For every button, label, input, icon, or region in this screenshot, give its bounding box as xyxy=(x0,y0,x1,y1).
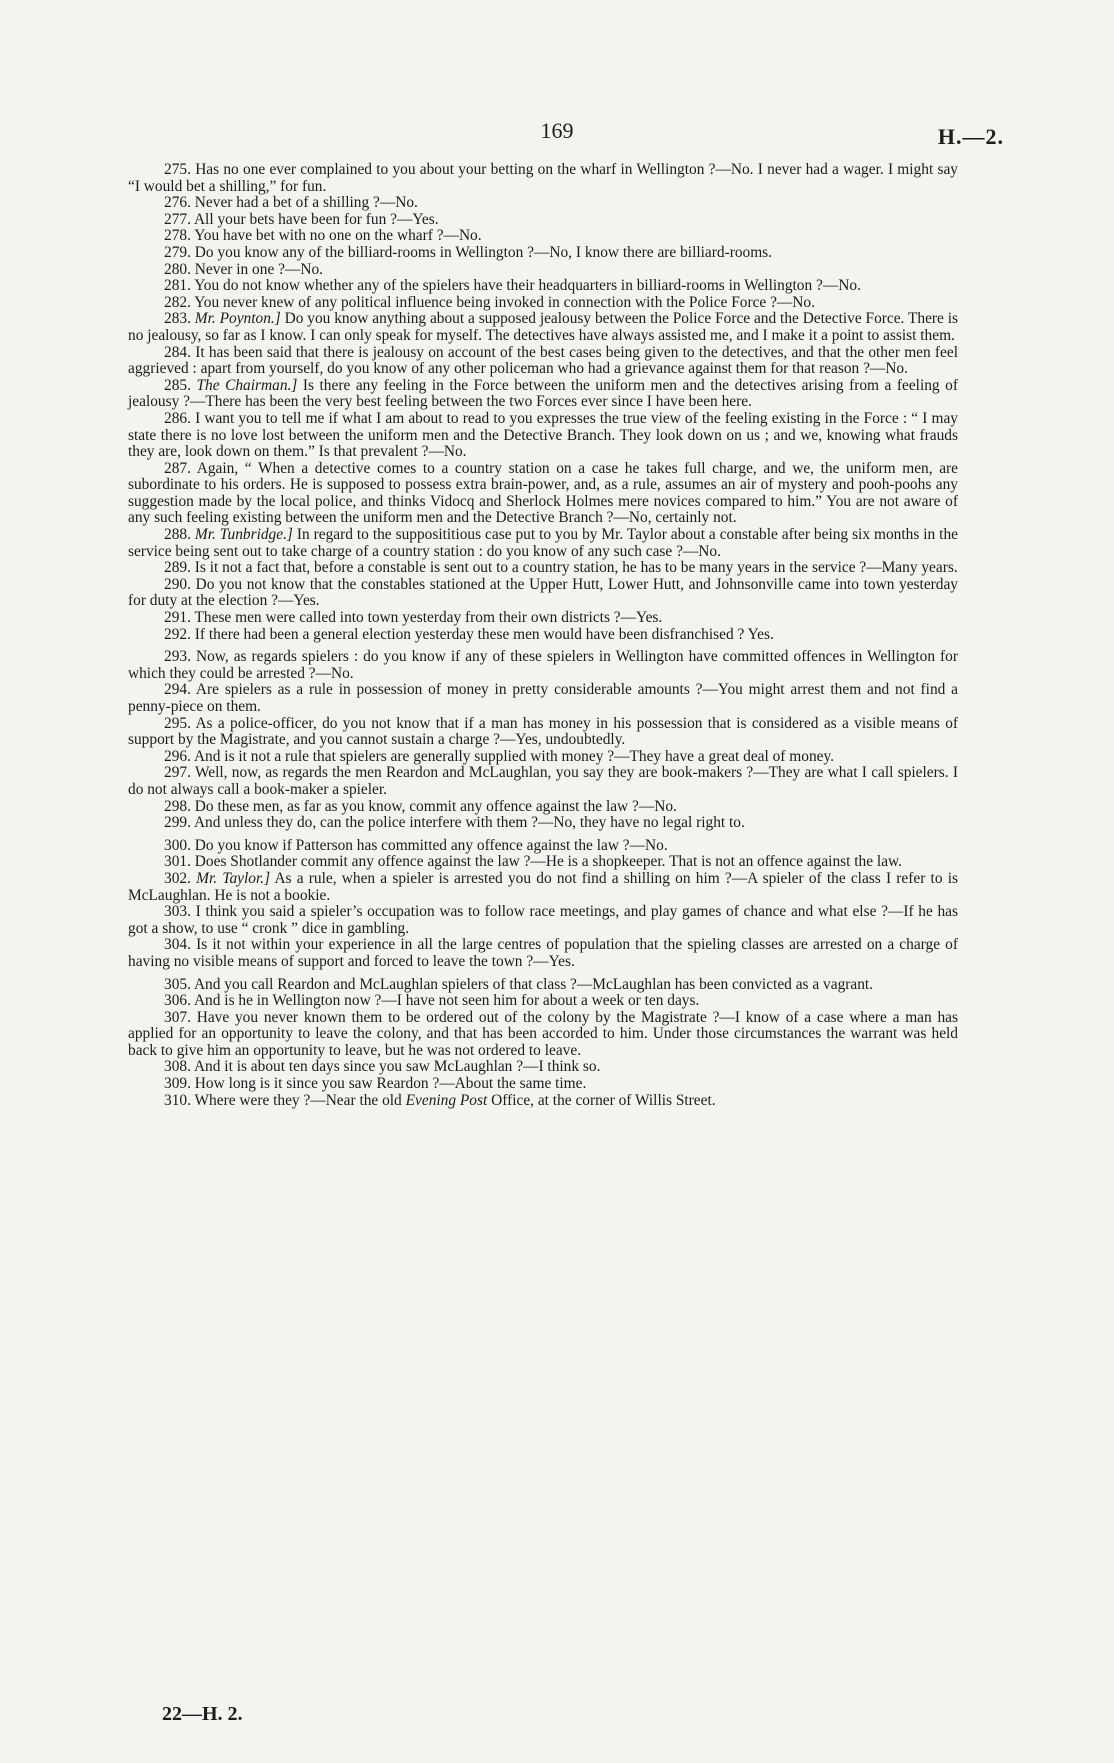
para-284: 284. It has been said that there is jealousy on account of the best cases being given to the detectives, and that the other men feel aggrieved : apart from yourself, do you know of any other policeman who had a grievance against them for that reason ?—No. xyxy=(128,343,958,378)
para-296: 296. And is it not a rule that spielers are generally supplied with money ?—They have a great deal of money. xyxy=(164,747,835,765)
para-295: 295. As a police-officer, do you not know that if a man has money in his possession that is considered as a visible means of support by the Magistrate, and you cannot sustain a charge ?—Yes, undoubtedly. xyxy=(128,714,959,749)
para-280: 280. Never in one ?—No. xyxy=(164,260,324,278)
para-307: 307. Have you never known them to be ordered out of the colony by the Magistrate ?—I know of a case where a man has applied for an opportunity to leave the colony, and that has been accorded to him. Under those circumstances the warrant was held back to give him an opportunity to leave, but he was not ordered to leave. xyxy=(128,1008,958,1059)
para-304: 304. Is it not within your experience in all the large centres of population that the spieling classes are arrested on a charge of having no visible means of support and forced to leave the town ?—Yes. xyxy=(128,936,958,970)
para-290: 290. Do you not know that the constables stationed at the Upper Hutt, Lower Hutt, and Johnsonville came into town yesterday for duty at the election ?—Yes. xyxy=(128,575,958,610)
speaker-label: Mr. Taylor.] xyxy=(196,869,271,887)
para-297: 297. Well, now, as regards the men Reardon and McLaughlan, you say they are book-makers ?—They are what I call spielers. I do not always call a book-maker a spieler. xyxy=(128,764,958,798)
para-276: 276. Never had a bet of a shilling ?—No. xyxy=(164,194,418,212)
para-306: 306. And is he in Wellington now ?—I have not seen him for about a week or ten days. xyxy=(164,992,700,1010)
newspaper-title: Evening Post xyxy=(405,1091,488,1109)
para-305: 305. And you call Reardon and McLaughlan spielers of that class ?—McLaughlan has been convicted as a vagrant. xyxy=(164,975,874,993)
para-291: 291. These men were called into town yesterday from their own districts ?—Yes. xyxy=(164,609,663,627)
para-277: 277. All your bets have been for fun ?—Yes. xyxy=(164,210,439,228)
para-294: 294. Are spielers as a rule in possession of money in pretty considerable amounts ?—You might arrest them and not find a penny-piece on them. xyxy=(128,681,958,715)
speaker-label: Mr. Tunbridge.] xyxy=(194,526,293,544)
para-281: 281. You do not know whether any of the spielers have their headquarters in billiard-rooms in Wellington ?—No. xyxy=(164,277,861,295)
para-283: 283. Mr. Poynton.] Do you know anything about a supposed jealousy between the Police Force and the Detective Force. There is no jealousy, so far as I know. I can only speak for myself. The detectives have always assisted me, and I make it a point to assist them. xyxy=(128,310,958,344)
para-308: 308. And it is about ten days since you saw McLaughlan ?—I think so. xyxy=(164,1058,601,1076)
para-288: 288. Mr. Tunbridge.] In regard to the supposititious case put to you by Mr. Taylor about a constable after being six months in the service being sent out to take charge of a country station : do you know of any such case ?—No. xyxy=(128,526,958,560)
document-reference: H.—2. xyxy=(937,124,1004,149)
para-293: 293. Now, as regards spielers : do you know if any of these spielers in Wellington have committed offences in Wellington for which they could be arrested ?—No. xyxy=(128,648,958,682)
para-282: 282. You never knew of any political influence being invoked in connection with the Police Force ?—No. xyxy=(164,293,815,311)
para-286: 286. I want you to tell me if what I am about to read to you expresses the true view of the feeling existing in the Force : “ I may state there is no love lost between the uniform men and the Detective Branch. They look down on us ; and we, knowing what frauds they are, look down on them.” Is that prevalent ?—No. xyxy=(128,409,958,461)
signature-mark: 22—H. 2. xyxy=(162,1703,243,1725)
para-292: 292. If there had been a general election yesterday these men would have been disfranchised ? Yes. xyxy=(164,625,774,643)
para-309: 309. How long is it since you saw Reardon ?—About the same time. xyxy=(164,1075,587,1093)
speaker-label: Mr. Poynton.] xyxy=(194,310,281,328)
para-299: 299. And unless they do, can the police interfere with them ?—No, they have no legal right to. xyxy=(164,814,745,832)
para-279: 279. Do you know any of the billiard-rooms in Wellington ?—No, I know there are billiard-rooms. xyxy=(164,243,773,261)
para-303: 303. I think you said a spieler’s occupation was to follow race meetings, and play games of chance and what else ?—If he has got a show, to use “ cronk ” dice in gambling. xyxy=(128,903,958,937)
page-number: 169 xyxy=(540,118,574,143)
para-298: 298. Do these men, as far as you know, commit any offence against the law ?—No. xyxy=(164,797,677,815)
para-287: 287. Again, “ When a detective comes to a country station on a case he takes full charge, and we, the uniform men, are subordinate to his orders. He is supposed to possess extra brain-power, and, as a rule, assumes an air of mystery and pooh-poohs any suggestion made by the local police, and thinks Vidocq and Sherlock Holmes mere novices compared to him.” You are not aware of any such feeling existing between the uniform men and the Detective Branch ?—No, certainly not. xyxy=(128,459,959,527)
para-289: 289. Is it not a fact that, before a constable is sent out to a country station, he has to be many years in the service ?—Many years. xyxy=(164,559,958,577)
testimony-body xyxy=(128,162,958,1109)
para-275: 275. Has no one ever complained to you about your betting on the wharf in Wellington ?—No. I never had a wager. I might say “I would bet a shilling,” for fun. xyxy=(128,161,958,195)
para-285: 285. The Chairman.] Is there any feeling in the Force between the uniform men and the detectives arising from a feeling of jealousy ?—There has been the very best feeling between the two Forces ever since I have been here. xyxy=(128,376,958,411)
para-300: 300. Do you know if Patterson has committed any offence against the law ?—No. xyxy=(164,836,668,854)
speaker-label: The Chairman.] xyxy=(196,376,298,394)
para-301: 301. Does Shotlander commit any offence against the law ?—He is a shopkeeper. That is not an offence against the law. xyxy=(164,853,902,871)
para-310: 310. Where were they ?—Near the old Evening Post Office, at the corner of Willis Street. xyxy=(164,1091,716,1109)
para-302: 302. Mr. Taylor.] As a rule, when a spieler is arrested you do not find a shilling on him ?—A spieler of the class I refer to is McLaughlan. He is not a bookie. xyxy=(128,869,958,904)
para-278: 278. You have bet with no one on the wharf ?—No. xyxy=(164,227,482,245)
